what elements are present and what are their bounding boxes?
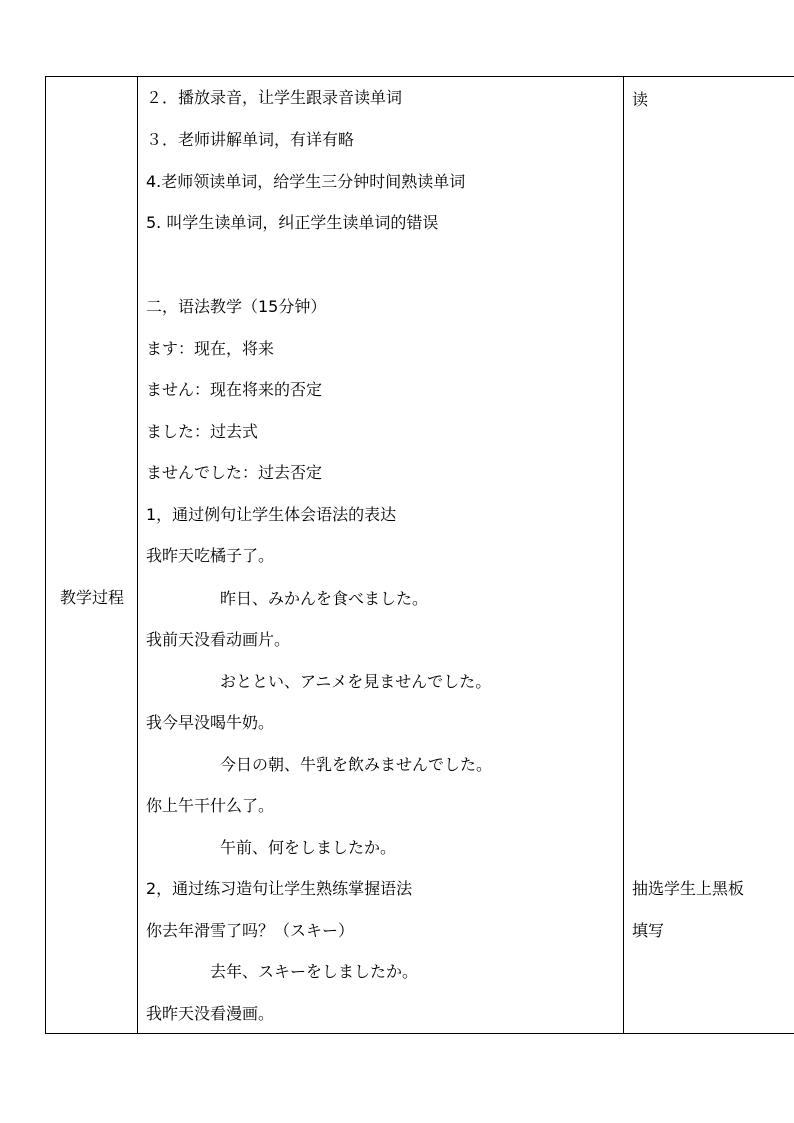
example-3-japanese: 今日の朝、牛乳を飲みませんでした。 — [220, 755, 493, 774]
grammar-masen-line: ません：现在将来的否定 — [146, 380, 323, 399]
main-content-cell — [138, 77, 624, 1034]
step-4-line: 4.老师领读单词，给学生三分钟时间熟读单词 — [146, 172, 466, 191]
practice-1-japanese: 去年、スキーをしましたか。 — [210, 962, 419, 981]
note-read: 读 — [632, 90, 649, 109]
grammar-masendeshita-line: ませんでした：过去否定 — [146, 463, 323, 482]
notes-cell — [624, 77, 794, 1034]
example-heading: 1，通过例句让学生体会语法的表达 — [146, 505, 397, 524]
lesson-plan-table — [45, 76, 794, 1034]
practice-1-chinese: 你去年滑雪了吗？（スキー） — [146, 921, 355, 940]
example-1-chinese: 我昨天吃橘子了。 — [146, 546, 275, 565]
example-1-japanese: 昨日、みかんを食べました。 — [220, 589, 429, 608]
practice-2-chinese: 我昨天没看漫画。 — [146, 1004, 275, 1023]
practice-heading: 2，通过练习造句让学生熟练掌握语法 — [146, 879, 413, 898]
teaching-process-row — [46, 77, 794, 1034]
grammar-heading: 二，语法教学（15分钟） — [146, 297, 327, 316]
grammar-mashita-line: ました：过去式 — [146, 422, 259, 441]
section-label: 教学过程 — [59, 588, 124, 607]
example-2-japanese: おととい、アニメを見ませんでした。 — [220, 672, 492, 691]
grammar-masu-line: ます：现在，将来 — [146, 339, 275, 358]
note-board-line2: 填写 — [632, 921, 665, 940]
example-2-chinese: 我前天没看动画片。 — [146, 630, 291, 649]
section-label-cell — [46, 77, 138, 1034]
example-4-japanese: 午前、何をしましたか。 — [220, 838, 397, 857]
step-5-line: 5. 叫学生读单词，纠正学生读单词的错误 — [146, 213, 439, 232]
note-board-line1: 抽选学生上黑板 — [632, 879, 745, 898]
step-3-line: ３．老师讲解单词，有详有略 — [146, 130, 355, 149]
example-4-chinese: 你上午干什么了。 — [146, 796, 275, 815]
example-3-chinese: 我今早没喝牛奶。 — [146, 713, 275, 732]
step-2-line: ２．播放录音，让学生跟录音读单词 — [146, 88, 403, 107]
